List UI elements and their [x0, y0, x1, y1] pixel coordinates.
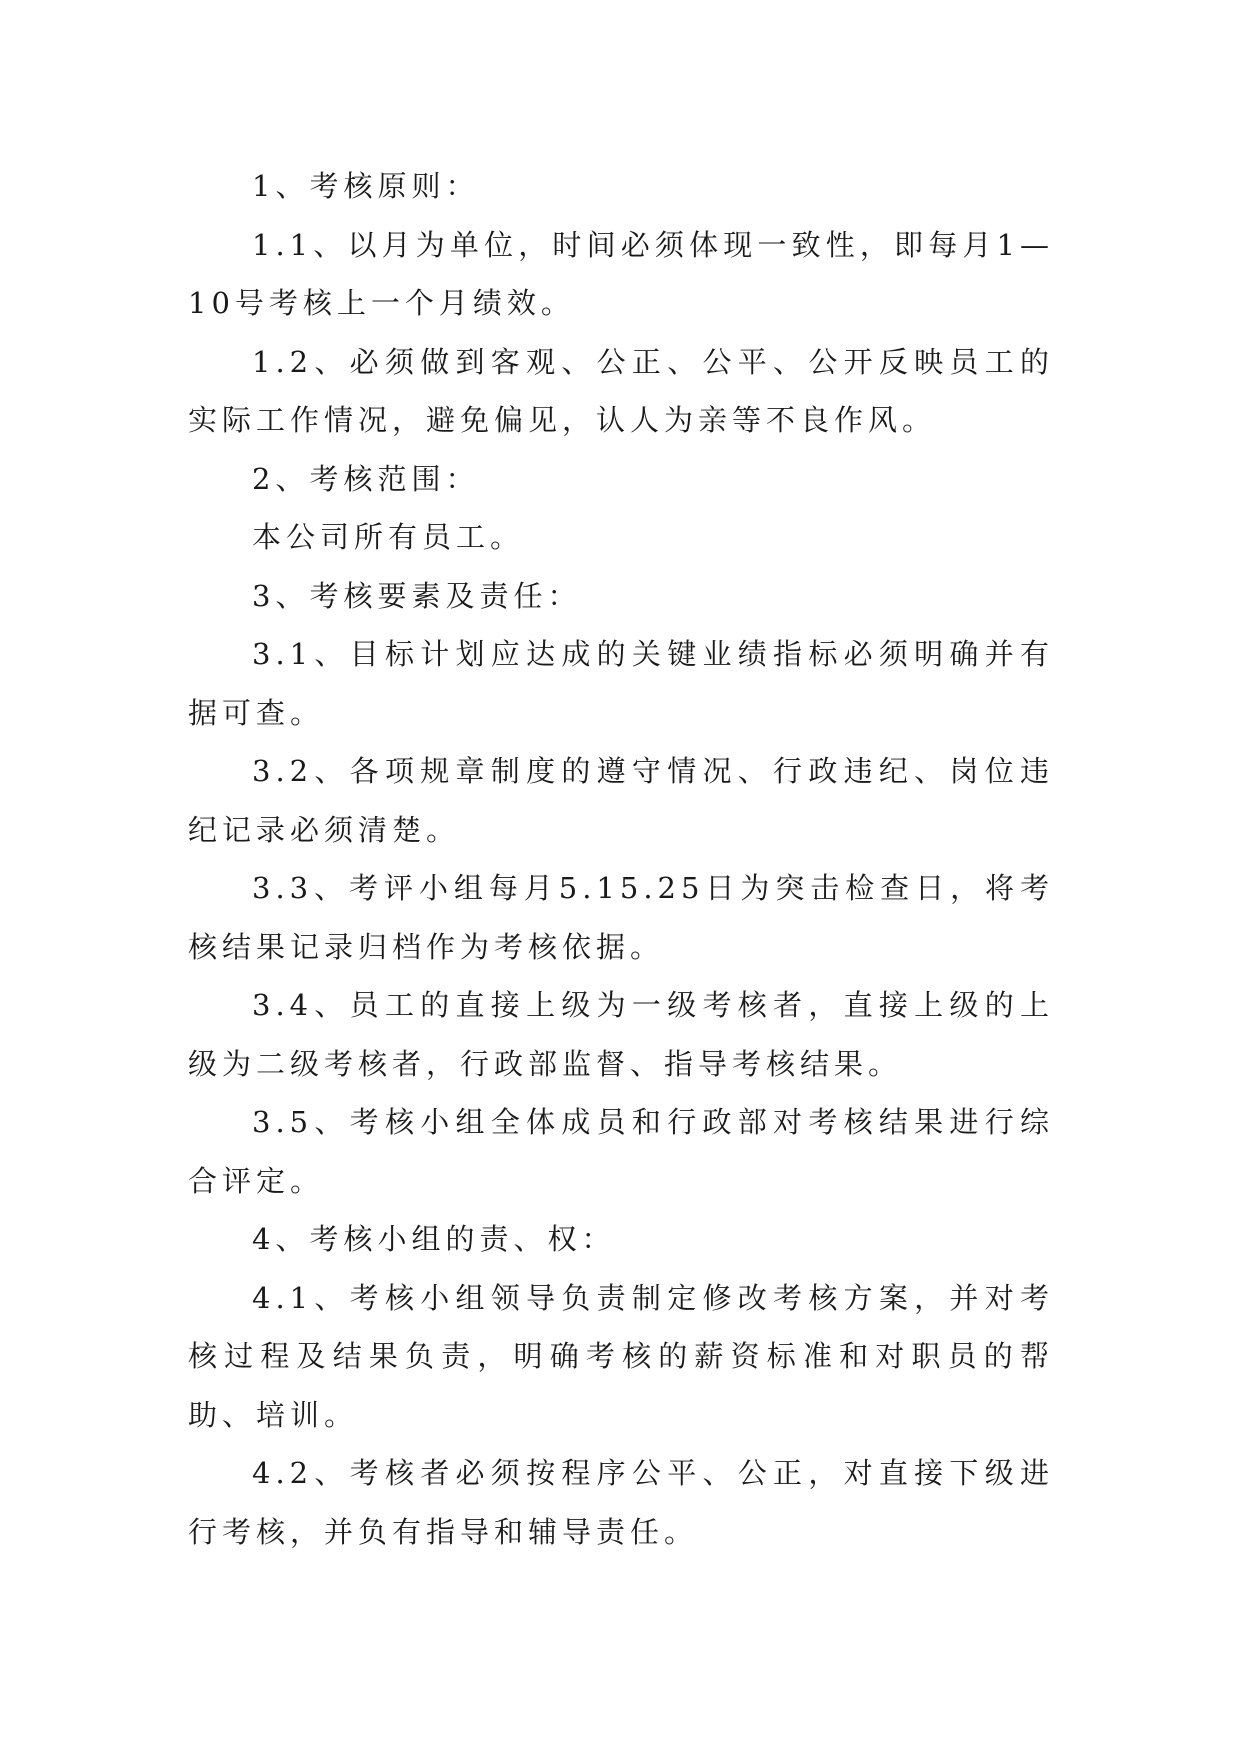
paragraph-3-2: 3.2、各项规章制度的遵守情况、行政违纪、岗位违纪记录必须清楚。	[188, 754, 1054, 847]
heading-assessment-principles: 1、考核原则：	[252, 169, 480, 203]
paragraph-3-3: 3.3、考评小组每月5.15.25日为突击检查日，将考核结果记录归档作为考核依据。	[188, 871, 1054, 964]
paragraph-scope: 本公司所有员工。	[252, 520, 525, 554]
paragraph-1-2: 1.2、必须做到客观、公正、公平、公开反映员工的实际工作情况，避免偏见，认人为亲等不良作风。	[188, 344, 1054, 437]
paragraph-3-1: 3.1、目标计划应达成的关键业绩指标必须明确并有据可查。	[188, 637, 1054, 730]
heading-elements-responsibility: 3、考核要素及责任：	[252, 578, 582, 613]
paragraph-4-1: 4.1、考核小组领导负责制定修改考核方案，并对考核过程及结果负责，明确考核的薪资标准和对职员的帮助、培训。	[188, 1280, 1054, 1432]
document-body	[188, 157, 1054, 1561]
paragraph-1-1: 1.1、以月为单位，时间必须体现一致性，即每月1—10号考核上一个月绩效。	[188, 227, 1054, 320]
heading-assessment-scope: 2、考核范围：	[252, 461, 480, 496]
heading-group-rights: 4、考核小组的责、权：	[252, 1222, 616, 1256]
paragraph-3-4: 3.4、员工的直接上级为一级考核者，直接上级的上级为二级考核者，行政部监督、指导考核结果。	[188, 988, 1054, 1081]
paragraph-4-2: 4.2、考核者必须按程序公平、公正，对直接下级进行考核，并负有指导和辅导责任。	[188, 1456, 1054, 1549]
paragraph-3-5: 3.5、考核小组全体成员和行政部对考核结果进行综合评定。	[188, 1105, 1054, 1198]
